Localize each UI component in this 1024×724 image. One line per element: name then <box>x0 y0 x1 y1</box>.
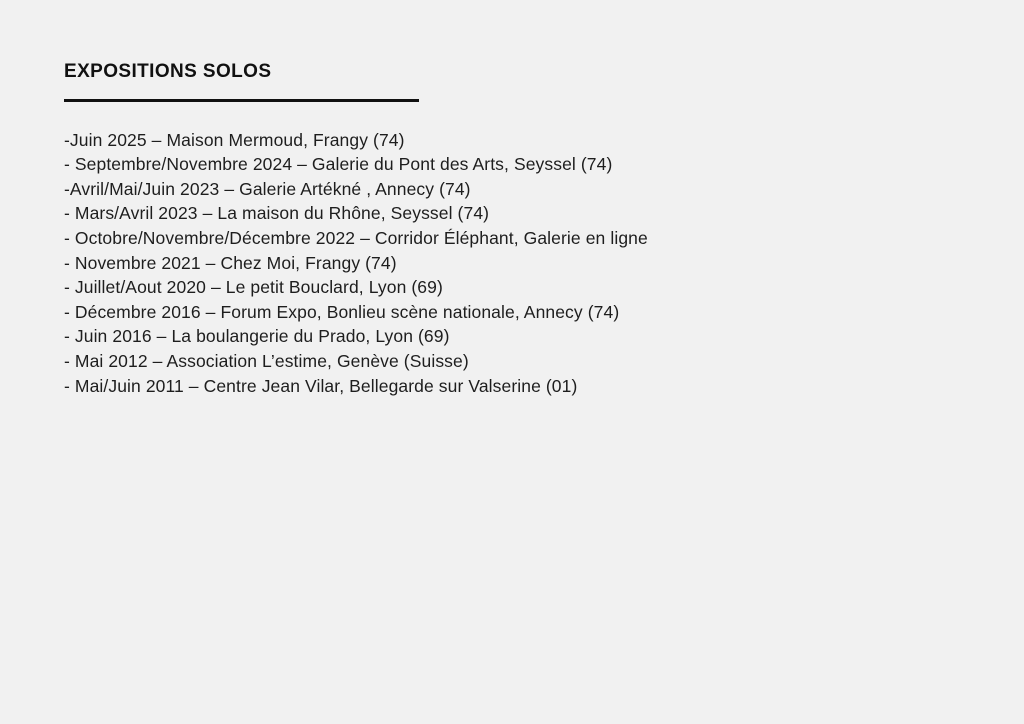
title-underline-divider <box>64 99 419 102</box>
list-item: - Mai/Juin 2011 – Centre Jean Vilar, Bellegarde sur Valserine (01) <box>64 375 578 396</box>
list-item: -Juin 2025 – Maison Mermoud, Frangy (74) <box>64 129 405 150</box>
page-title: EXPOSITIONS SOLOS <box>64 61 272 82</box>
content-block <box>64 60 984 398</box>
exhibition-list <box>64 128 984 399</box>
list-item: - Juillet/Aout 2020 – Le petit Bouclard, Lyon (69) <box>64 277 443 298</box>
list-item: - Mai 2012 – Association L’estime, Genève (Suisse) <box>64 351 469 372</box>
list-item: -Avril/Mai/Juin 2023 – Galerie Artékné , Annecy (74) <box>64 178 471 199</box>
list-item: - Décembre 2016 – Forum Expo, Bonlieu scène nationale, Annecy (74) <box>64 301 620 322</box>
list-item: - Juin 2016 – La boulangerie du Prado, Lyon (69) <box>64 326 450 347</box>
list-item: - Novembre 2021 – Chez Moi, Frangy (74) <box>64 252 397 273</box>
list-item: - Mars/Avril 2023 – La maison du Rhône, Seyssel (74) <box>64 203 490 224</box>
list-item: - Octobre/Novembre/Décembre 2022 – Corridor Éléphant, Galerie en ligne <box>64 228 648 249</box>
list-item: - Septembre/Novembre 2024 – Galerie du Pont des Arts, Seyssel (74) <box>64 154 613 175</box>
